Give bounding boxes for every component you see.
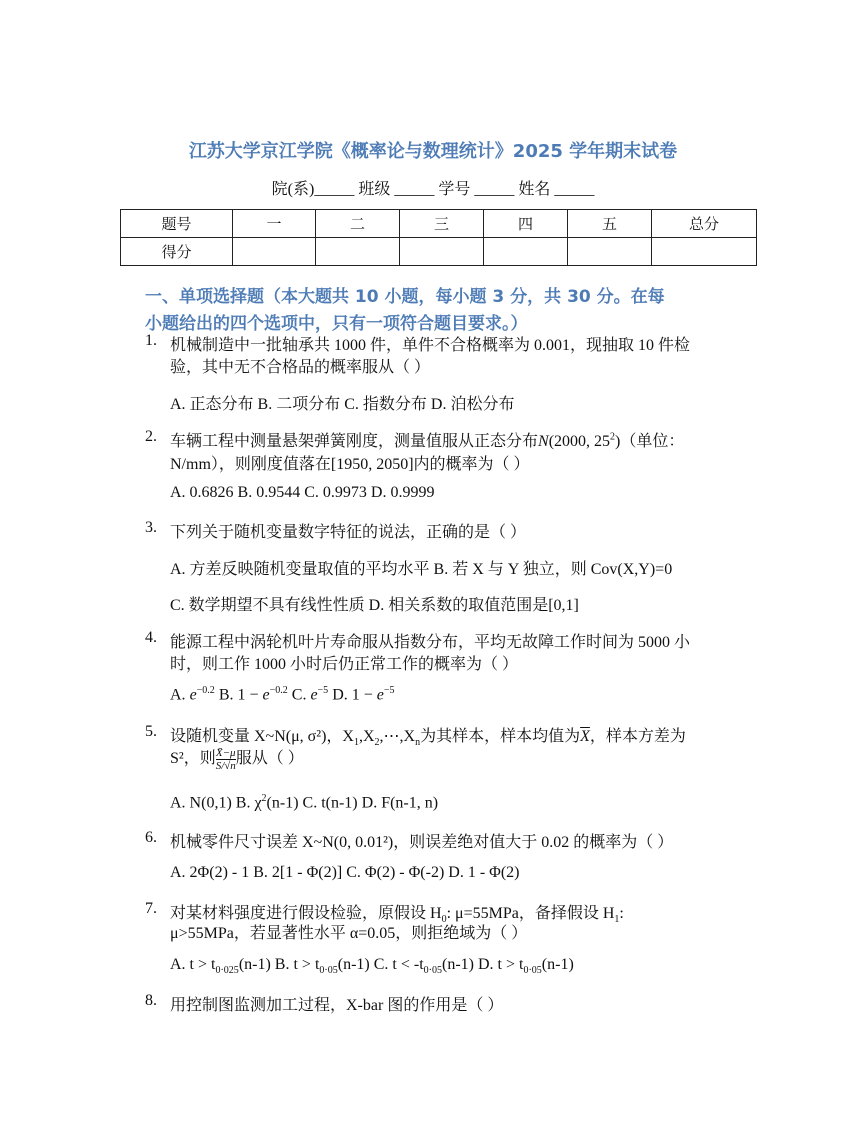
score-cell — [233, 238, 316, 266]
student-info-line: 院(系)_____ 班级 _____ 学号 _____ 姓名 _____ — [271, 181, 595, 198]
question-text: 机械制造中一批轴承共 1000 件，单件不合格概率为 0.001，现抽取 10 件检 — [170, 337, 691, 354]
row-label: 得分 — [121, 238, 233, 266]
header-cell: 五 — [568, 210, 652, 238]
question-text: 用控制图监测加工过程，X-bar 图的作用是（ ） — [170, 997, 504, 1014]
section-heading: 小题给出的四个选项中，只有一项符合题目要求。） — [145, 314, 528, 334]
header-cell: 一 — [233, 210, 316, 238]
score-cell — [568, 238, 652, 266]
question-text: 机械零件尺寸误差 X~N(0, 0.01²)，则误差绝对值大于 0.02 的概率为（ ） — [170, 834, 674, 851]
question-options: A. $e^{-0.2}$ B. $1 - e^{-0.2}$ C. $e^{-5}$ D. $1 - e^{-5}$ — [170, 685, 395, 704]
question-number: 1. — [145, 332, 157, 349]
question-text: 验，其中无不合格品的概率服从（ ） — [170, 359, 431, 376]
section-heading: 一、单项选择题（本大题共 10 小题，每小题 3 分，共 30 分。在每 — [145, 287, 665, 307]
question-text: 下列关于随机变量数字特征的说法，正确的是（ ） — [170, 524, 527, 541]
question-text: N/mm），则刚度值落在[1950, 2050]内的概率为（ ） — [170, 456, 530, 473]
question-number: 8. — [145, 992, 157, 1009]
question-text: μ>55MPa，若显著性水平 α=0.05，则拒绝域为（ ） — [170, 925, 528, 942]
question-text: 车辆工程中测量悬架弹簧刚度，测量值服从正态分布N(2000, $25^2$)（单位： — [170, 431, 685, 450]
question-options: A. N(0,1) B. $\chi^2(n-1)$ C. t(n-1) D. F(n-1, n) — [170, 793, 439, 812]
question-number: 4. — [145, 629, 157, 646]
question-number: 7. — [145, 900, 157, 917]
header-cell: 二 — [316, 210, 400, 238]
question-number: 6. — [145, 829, 157, 846]
question-options: A. 2Φ(2) - 1 B. 2[1 - Φ(2)] C. Φ(2) - Φ(-2) D. 1 - Φ(2) — [170, 864, 520, 881]
question-options: A. $t > t_{0\cdot 025}(n-1)$ B. $t > t_{0\cdot 05}(n-1)$ C. $t < -t_{0\cdot 05}(n-1)$ D. $t > t_{0\cdot 05}(n-1)$ — [170, 956, 574, 977]
question-options: A. 正态分布 B. 二项分布 C. 指数分布 D. 泊松分布 — [170, 396, 515, 413]
score-cell — [652, 238, 757, 266]
exam-title: 江苏大学京江学院《概率论与数理统计》2025 学年期末试卷 — [188, 141, 678, 162]
question-number: 5. — [145, 723, 157, 740]
score-cell — [400, 238, 484, 266]
score-cell — [484, 238, 568, 266]
question-text: 时，则工作 1000 小时后仍正常工作的概率为（ ） — [170, 656, 519, 673]
question-text: S²，则 $\frac{X̄-\mu}{S/√n}$ 服从（ ） — [170, 746, 304, 772]
fraction: $\frac{X̄-\mu}{S/√n}$ — [215, 746, 236, 772]
score-table-score-row — [121, 238, 757, 266]
header-cell: 三 — [400, 210, 484, 238]
question-text: 设随机变量 X~N(μ, σ²)，$X_1,X_2,\cdots,X_n$为其样本，样本均值为$\overline{X}$，样本方差为 — [170, 728, 686, 749]
score-table-header-row — [121, 210, 757, 238]
question-options: C. 数学期望不具有线性性质 D. 相关系数的取值范围是[0,1] — [170, 597, 579, 614]
header-cell: 题号 — [121, 210, 233, 238]
score-cell — [316, 238, 400, 266]
question-number: 3. — [145, 519, 157, 536]
header-cell: 总分 — [652, 210, 757, 238]
question-text: 能源工程中涡轮机叶片寿命服从指数分布，平均无故障工作时间为 5000 小 — [170, 634, 691, 651]
header-cell: 四 — [484, 210, 568, 238]
question-options: A. 方差反映随机变量取值的平均水平 B. 若 X 与 Y 独立，则 Cov(X,Y)=0 — [170, 561, 673, 578]
question-options: A. 0.6826 B. 0.9544 C. 0.9973 D. 0.9999 — [170, 484, 435, 501]
score-table — [120, 209, 757, 266]
question-text: 对某材料强度进行假设检验，原假设 $H_0$: μ=55MPa，备择假设 $H_1$: — [170, 905, 624, 926]
question-number: 2. — [145, 428, 157, 445]
